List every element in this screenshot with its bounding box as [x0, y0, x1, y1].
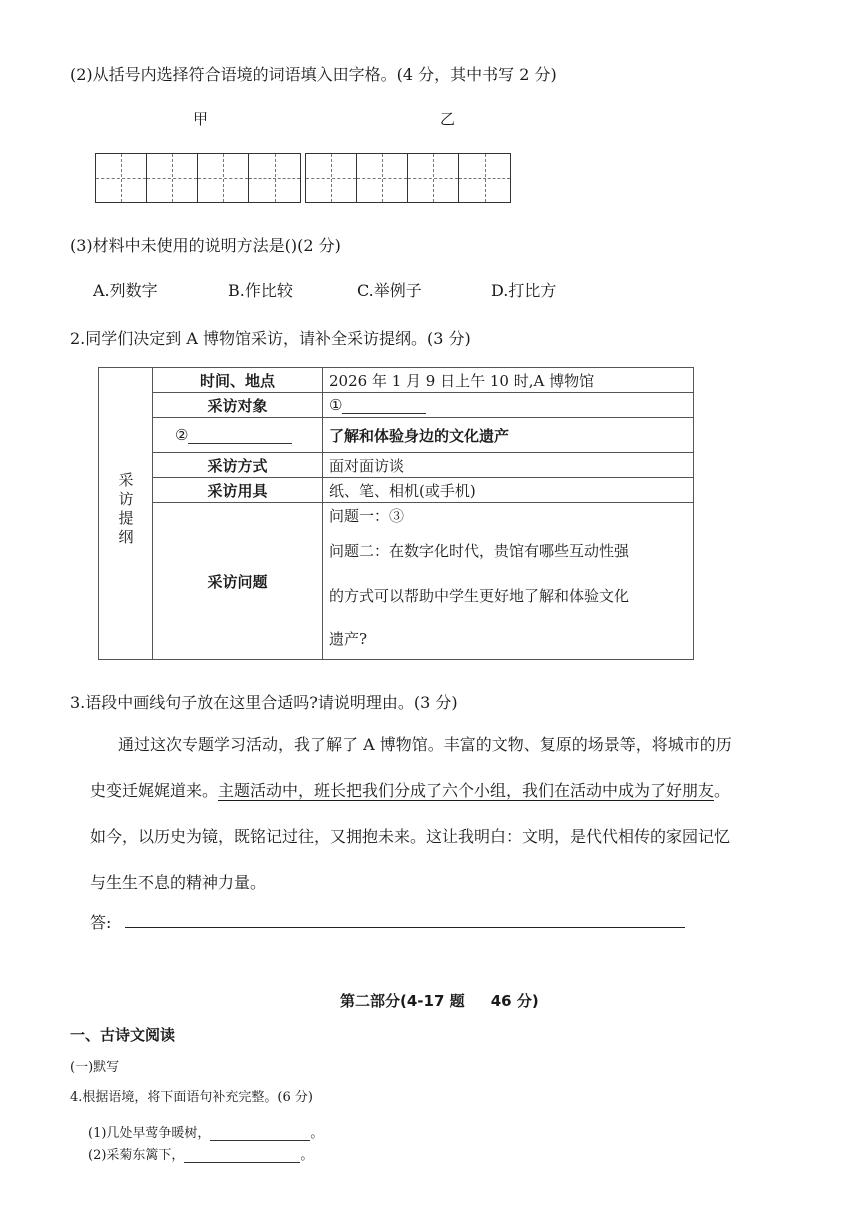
option-a[interactable]: A.列数字 — [93, 281, 158, 300]
question-4-2-prefix: (2)采菊东篱下， — [88, 1148, 185, 1163]
purpose-cell[interactable] — [153, 418, 323, 453]
tianzige-cell[interactable] — [96, 154, 147, 202]
method-label: 采访方式 — [153, 453, 323, 478]
passage-line-2 — [90, 768, 730, 814]
answer-label: 答: — [90, 913, 112, 932]
blank-1-line[interactable] — [342, 399, 426, 414]
question-1-line[interactable] — [329, 503, 687, 529]
tianzige-group-yi[interactable] — [305, 153, 511, 203]
tianzige-cell[interactable] — [459, 154, 510, 202]
label-jia: 甲 — [193, 110, 209, 128]
tools-label: 采访用具 — [153, 478, 323, 503]
blank-2-marker: ② — [175, 426, 189, 444]
tianzige-group-jia[interactable] — [95, 153, 301, 203]
questions-label: 采访问题 — [153, 503, 323, 660]
question-4-2 — [88, 1144, 313, 1163]
blank-1-marker: ① — [329, 396, 343, 414]
passage-line-2-post: 。 — [714, 781, 731, 800]
time-label: 时间、地点 — [153, 368, 323, 393]
section-1-heading: 一、古诗文阅读 — [70, 1026, 176, 1044]
question-4-2-period: 。 — [300, 1148, 314, 1163]
tianzige-cell[interactable] — [198, 154, 249, 202]
questions-cell — [323, 503, 694, 660]
label-yi: 乙 — [440, 110, 456, 128]
option-b[interactable]: B.作比较 — [228, 281, 293, 300]
passage-line-3: 如今，以历史为镜，既铭记过往，又拥抱未来。这让我明白：文明，是代代相传的家园记忆 — [90, 827, 731, 846]
tianzige-cell[interactable] — [408, 154, 459, 202]
side-label — [99, 368, 153, 660]
subsection-1-heading: (一)默写 — [70, 1060, 120, 1075]
blank-4-2[interactable] — [184, 1150, 300, 1163]
blank-4-1[interactable] — [210, 1128, 310, 1141]
question-1-2: (2)从括号内选择符合语境的词语填入田字格。(4 分，其中书写 2 分) — [70, 65, 557, 84]
part2-title: 第二部分(4-17 题 46 分) — [340, 992, 539, 1010]
passage-line-4: 与生生不息的精神力量。 — [90, 873, 267, 892]
question-2-line3: 遗产? — [329, 630, 368, 648]
question-2: 2.同学们决定到 A 博物馆采访，请补全采访提纲。(3 分) — [70, 329, 471, 348]
passage-line-2-pre: 史变迁娓娓道来。 — [90, 781, 219, 800]
interview-outline-table — [98, 367, 694, 660]
side-label-text: 采访提纲 — [116, 472, 135, 548]
option-d[interactable]: D.打比方 — [491, 281, 557, 300]
question-3: 3.语段中画线句子放在这里合适吗?请说明理由。(3 分) — [70, 693, 458, 712]
question-4-1-period: 。 — [310, 1126, 324, 1141]
tools-value: 纸、笔、相机(或手机) — [323, 478, 694, 503]
tianzige-cell[interactable] — [306, 154, 357, 202]
passage-line-1: 通过这次专题学习活动，我了解了 A 博物馆。丰富的文物、复原的场景等，将城市的历 — [118, 735, 732, 754]
question-4-1-prefix: (1)几处早莺争暖树， — [88, 1126, 211, 1141]
tianzige-cell[interactable] — [147, 154, 198, 202]
target-cell[interactable] — [323, 393, 694, 418]
underlined-sentence: 主题活动中，班长把我们分成了六个小组，我们在活动中成为了好朋友 — [218, 781, 715, 800]
question-4-1 — [88, 1122, 323, 1141]
time-value: 2026 年 1 月 9 日上午 10 时,A 博物馆 — [323, 368, 694, 393]
tianzige-cell[interactable] — [249, 154, 300, 202]
question-4: 4.根据语境，将下面语句补充完整。(6 分) — [70, 1090, 313, 1105]
tianzige-cell[interactable] — [357, 154, 408, 202]
option-c[interactable]: C.举例子 — [357, 281, 422, 300]
question-1-3: (3)材料中未使用的说明方法是()(2 分) — [70, 236, 341, 255]
blank-2-line[interactable] — [188, 429, 292, 444]
question-2-line1: 问题二：在数字化时代，贵馆有哪些互动性强 — [329, 542, 630, 560]
question-2-line2: 的方式可以帮助中学生更好地了解和体验文化 — [329, 587, 630, 605]
answer-line[interactable] — [125, 927, 685, 928]
purpose-value: 了解和体验身边的文化遗产 — [323, 418, 694, 453]
method-value: 面对面访谈 — [323, 453, 694, 478]
target-label: 采访对象 — [153, 393, 323, 418]
question-1-text: 问题一：③ — [329, 507, 405, 525]
